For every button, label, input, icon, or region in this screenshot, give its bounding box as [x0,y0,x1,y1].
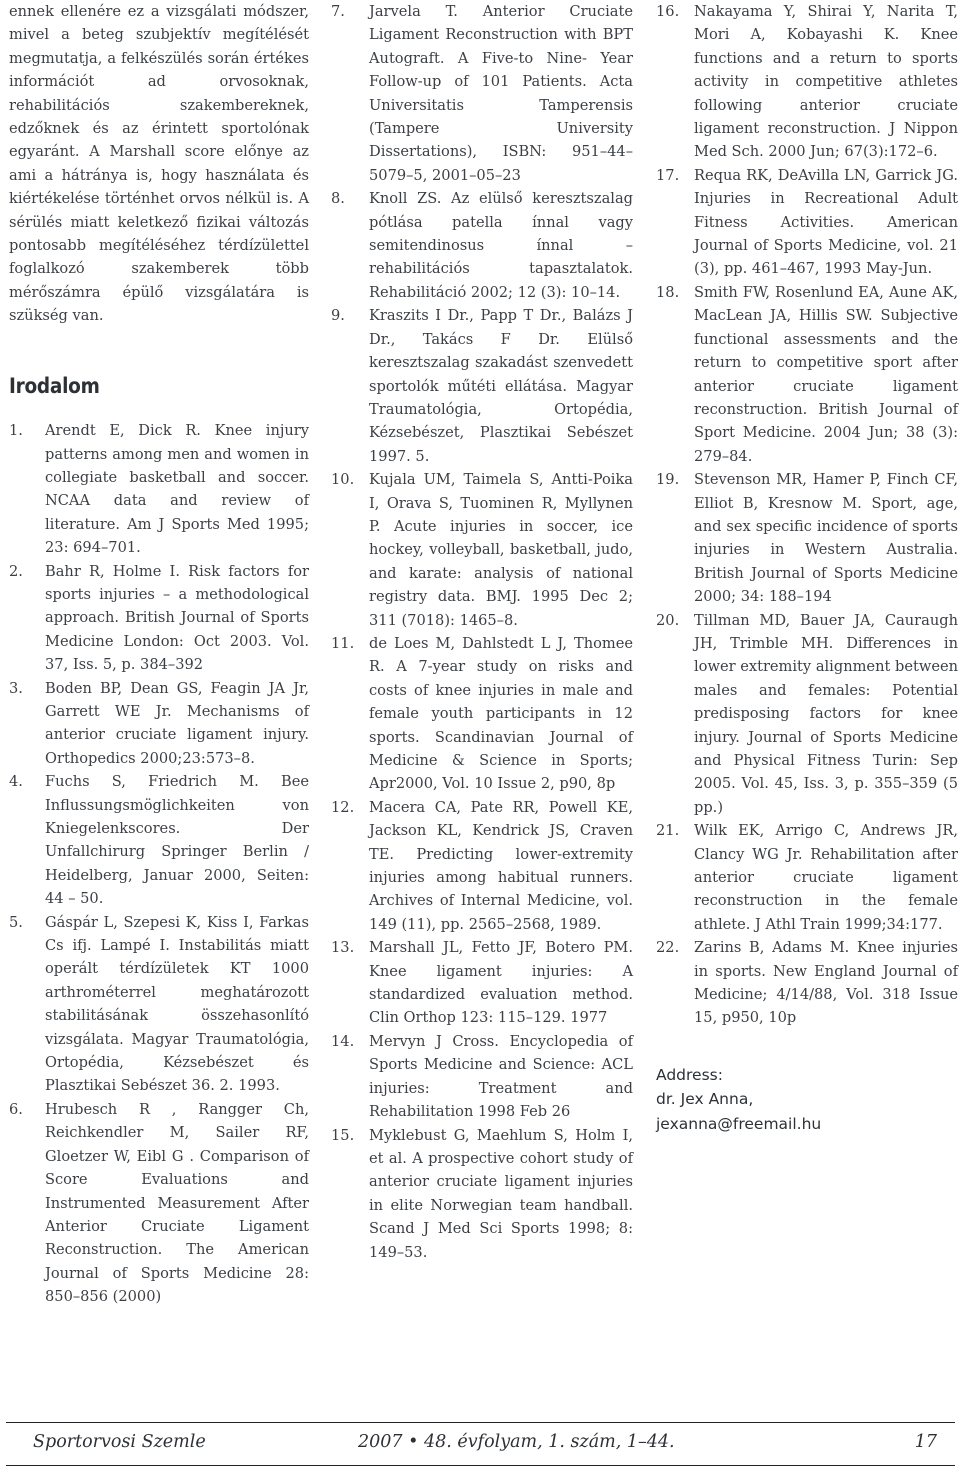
reference-number: 7. [331,3,345,20]
reference-text: Hrubesch R , Rangger Ch, Reichkendler M, Sailer RF, Gloetzer W, Eibl G . Comparison of Score Evaluations and Instrumented Measurement After Anterior Cruciate Ligament Reconstruction. The American Journal of Sports Medicine 28: 850–856 (2000) [45,1100,309,1306]
reference-text: Arendt E, Dick R. Knee injury patterns among men and women in collegiate basketball and soccer. NCAA data and review of literature. Am J Sports Med 1995; 23: 694–701. [45,422,309,557]
reference-number: 19. [656,471,680,489]
reference-number: 4. [9,773,23,791]
reference-item [656,468,958,608]
reference-item [656,0,958,164]
reference-item [656,164,958,281]
reference-number: 13. [331,939,355,957]
reference-text: Requa RK, DeAvilla LN, Garrick JG. Injuries in Recreational Adult Fitness Activities. American Journal of Sports Medicine, vol. 21 (3), pp. 461–467, 1993 May-Jun. [694,166,958,278]
reference-item [331,0,633,187]
reference-number: 3. [9,679,23,697]
reference-item [9,677,309,771]
journal-name: Sportorvosi Szemle [33,1432,206,1452]
reference-list-part-1 [9,419,309,1308]
page-footer [6,1422,955,1466]
reference-text: Boden BP, Dean GS, Feagin JA Jr, Garrett WE Jr. Mechanisms of anterior cruciate ligament injury. Orthopedics 2000;23:573–8. [45,679,309,767]
author-email: jexanna@freemail.hu [656,1114,822,1133]
reference-text: Nakayama Y, Shirai Y, Narita T, Mori A, Kobayashi K. Knee functions and a return to sports activity in competitive athletes following anterior cruciate ligament reconstruction. J Nippon Med Sch. 2000 Jun; 67(3):172–6. [694,3,958,161]
reference-number: 17. [656,166,680,184]
reference-text: Marshall JL, Fetto JF, Botero PM. Knee ligament injuries: A standardized evaluation method. Clin Orthop 123: 115–129. 1977 [369,939,633,1027]
address-label: Address: [656,1065,723,1084]
reference-item [9,419,309,559]
reference-item [656,819,958,936]
reference-number: 21. [656,822,680,840]
reference-number: 11. [331,634,355,652]
reference-text: Fuchs S, Friedrich M. Bee Influssungsmöglichkeiten von Kniegelenkscores. Der Unfallchirurg Springer Berlin / Heidelberg, Januar 2000, Seiten: 44 – 50. [45,773,309,908]
reference-text: Smith FW, Rosenlund EA, Aune AK, MacLean JA, Hillis SW. Subjective functional assessments and the return to competitive sport after anterior cruciate ligament reconstruction. British Journal of Sport Medicine. 2004 Jun; 38 (3): 279–84. [694,283,958,465]
reference-number: 15. [331,1126,355,1144]
reference-item [9,911,309,1098]
reference-number: 9. [331,307,345,325]
reference-item [331,187,633,304]
reference-text: Gáspár L, Szepesi K, Kiss I, Farkas Cs ifj. Lampé I. Instabilitás miatt operált térdízületek KT 1000 arthrométerrel meghatározott stabilitásának összehasonlító vizsgálata. Magyar Traumatológia, Ortopédia, Kézsebészet és Plasztikai Sebészet 36. 2. 1993. [45,913,309,1095]
reference-text: Knoll ZS. Az elülső keresztszalag pótlása patella ínnal vagy semitendinosus ínnal – rehabilitációs tapasztalatok. Rehabilitáció 2002; 12 (3): 10–14. [369,190,633,301]
reference-item [331,468,633,632]
reference-number: 6. [9,1100,23,1118]
reference-item [331,304,633,468]
reference-number: 2. [9,562,23,580]
reference-item [331,936,633,1030]
reference-text: Jarvela T. Anterior Cruciate Ligament Reconstruction with BPT Autograft. A Five-to Nine- Year Follow-up of 101 Patients. Acta Universitatis Tamperensis (Tampere University Dissertations), ISBN: 951–44–5079–5, 2001–05–23 [369,3,633,184]
reference-number: 18. [656,283,680,301]
reference-text: Mervyn J Cross. Encyclopedia of Sports Medicine and Science: ACL injuries: Treatment and Rehabilitation 1998 Feb 26 [369,1032,633,1121]
reference-number: 16. [656,3,680,20]
column-left [9,0,309,1309]
reference-list-part-3 [656,0,958,1030]
reference-item [331,796,633,936]
reference-text: Wilk EK, Arrigo C, Andrews JR, Clancy WG Jr. Rehabilitation after anterior cruciate ligament reconstruction in the female athlete. J Athl Train 1999;34:177. [694,822,958,933]
reference-text: Bahr R, Holme I. Risk factors for sports injuries – a methodological approach. British Journal of Sports Medicine London: Oct 2003. Vol. 37, Iss. 5, p. 384–392 [45,562,309,674]
reference-text: Stevenson MR, Hamer P, Finch CF, Elliot B, Kresnow M. Sport, age, and sex specific incidence of sports injuries in Western Australia. British Journal of Sports Medicine 2000; 34: 188–194 [694,471,958,606]
reference-item [331,1030,633,1124]
column-right [656,0,958,1136]
reference-number: 14. [331,1032,355,1050]
reference-number: 20. [656,611,680,629]
reference-number: 1. [9,422,23,440]
reference-item [656,281,958,468]
reference-item [656,936,958,1030]
section-heading: Irodalom [9,373,100,398]
reference-item [9,560,309,677]
page-number: 17 [914,1432,937,1452]
reference-text: de Loes M, Dahlstedt L J, Thomee R. A 7-year study on risks and costs of knee injuries in male and female youth participants in 12 sports. Scandinavian Journal of Medicine & Science in Sports; Apr2000, Vol. 10 Issue 2, p90, 8p [369,634,633,793]
author-name: dr. Jex Anna, [656,1090,754,1109]
reference-item [331,632,633,796]
reference-item [331,1124,633,1264]
issue-info: 2007 • 48. évfolyam, 1. szám, 1–44. [358,1432,675,1452]
reference-text: Kujala UM, Taimela S, Antti-Poika I, Orava S, Tuominen R, Myllynen P. Acute injuries in soccer, ice hockey, volleyball, basketball, judo, and karate: analysis of national registry data. BMJ. 1995 Dec 2; 311 (7018): 1465–8. [369,471,633,629]
reference-number: 22. [656,939,680,957]
column-middle [331,0,633,1264]
reference-number: 8. [331,190,345,208]
reference-number: 5. [9,913,23,931]
reference-text: Tillman MD, Bauer JA, Cauraugh JH, Trimble MH. Differences in lower extremity alignment between males and females: Potential predisposing factors for knee injury. Journal of Sports Medicine and Physical Fitness Turin: Sep 2005. Vol. 45, Iss. 3, p. 355–359 (5 pp.) [694,611,958,816]
reference-item [9,1098,309,1309]
reference-text: Macera CA, Pate RR, Powell KE, Jackson KL, Kendrick JS, Craven TE. Predicting lower-extremity injuries among habitual runners. Archives of Internal Medicine, vol. 149 (11), pp. 2565–2568, 1989. [369,798,633,933]
intro-paragraph: ennek ellenére ez a vizsgálati módszer, mivel a beteg szubjektív megítélését megmutatja, a felkészülés során értékes információt ad orvosoknak, rehabilitációs szakembereknek, edzőknek és az érintett sportolónak egyaránt. A Marshall score előnye az ami a hátránya is, hogy használata és kiértékelése történhet orvos nélkül is. A sérülés miatt keletkező fizikai változás pontosabb megítéléséhez térdízülettel foglalkozó szakemberek több mérőszámra épülő vizsgálatára is szükség van. [9,3,309,325]
reference-text: Kraszits I Dr., Papp T Dr., Balázs J Dr., Takács F Dr. Elülső keresztszalag szakadást szenvedett sportolók műtéti ellátása. Magyar Traumatológia, Ortopédia, Kézsebészet, Plasztikai Sebészet 1997. 5. [369,307,633,465]
reference-item [9,770,309,910]
author-address [656,1063,958,1137]
reference-number: 12. [331,798,355,816]
reference-text: Myklebust G, Maehlum S, Holm I, et al. A prospective cohort study of anterior cruciate ligament injuries in elite Norwegian team handball. Scand J Med Sci Sports 1998; 8: 149–53. [369,1126,633,1261]
reference-item [656,609,958,820]
reference-number: 10. [331,471,355,489]
reference-list-part-2 [331,0,633,1264]
reference-text: Zarins B, Adams M. Knee injuries in sports. New England Journal of Medicine; 4/14/88, Vol. 318 Issue 15, p950, 10p [694,939,958,1027]
